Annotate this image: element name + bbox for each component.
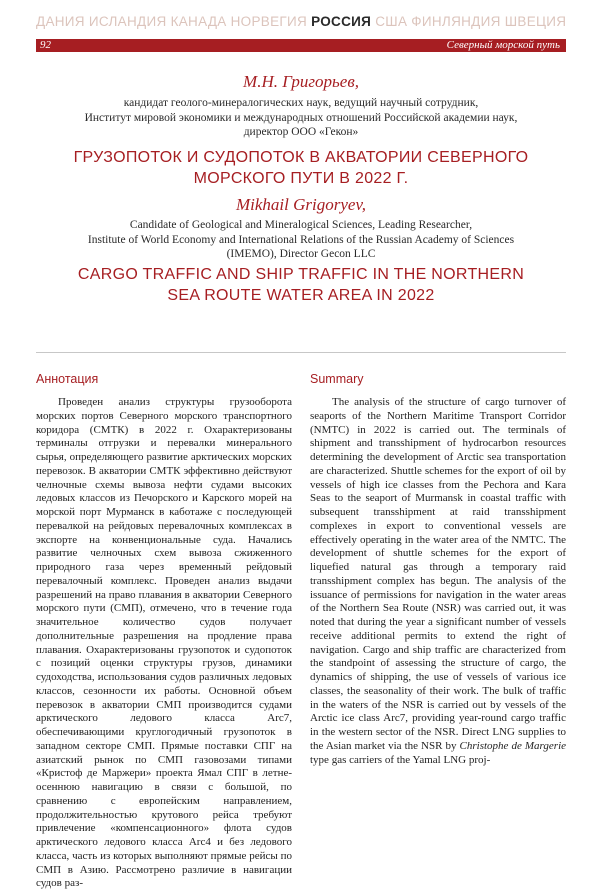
affiliation-ru-line: Институт мировой экономики и международных отношений Российской академии наук, [84,111,518,124]
title-ru-line: ГРУЗОПОТОК И СУДОПОТОК В АКВАТОРИИ СЕВЕРНОГО [73,149,529,166]
affiliation-en-line: Institute of World Economy and International Relations of the Russian Academy of Sciences [87,233,515,246]
affiliation-ru-line: кандидат геолого-минералогических наук, ведущий научный сотрудник, [123,97,479,109]
summary-paragraph [310,396,566,767]
affiliation-en-line: (IMEMO), Director Gecon LLC [226,248,376,260]
summary-heading: Summary [310,372,364,386]
article-title-en [36,264,566,306]
summary-text-1: The analysis of the structure of cargo turnover of seaports of the Northern Maritime Transport Corridor (NMTC) in 2022 is carried out. The terminals of shipment and transshipment of hydrocarbon resources determining the development of Arctic sea transportation are characterized. Shuttle schemes for the export of oil by vessels of high ice classes from the Pechora and Kara Seas to the seaport of Murmansk in coastal traffic with subsequent transshipment at raid transshipment complexes in export to conventional vessels are effectively operating in the water area of the NMTC. The development of shuttle schemes for the export of liquefied natural gas through a temporary raid transshipment complex has begun. The analysis of the issuance of permissions for navigation in the water areas of the Northern Sea Route (NSR) was carried out, it was noted that during the year a significant number of vessels receive additional permits to extend the right of navigation. Cargo and ship traffic are characterized from the standpoint of assessing the structure of cargo, the dynamics of shipping, the use of vessels of various ice classes, the seasonality of their work. The bulk of traffic in the waters of the NSR is carried out by vessels of the Arctic ice class Arc7, providing year-round cargo traffic in the western sector of the NSR. Direct LNG supplies to the Asian market via the NSR by [310,396,566,752]
affiliation-ru [36,96,566,140]
affiliation-ru-line: директор ООО «Гекон» [243,126,359,138]
section-divider [36,352,566,353]
header-country-strip [36,14,566,34]
annotation-text: Проведен анализ структуры грузооборота морских портов Северного морского транспортного коридора (СМТК) в 2022 г. Охарактеризованы терминалы отгрузки и перевалки минерального сырья, определяющего развитие арктических морских перевозок. В акватории СМТК эффективно действуют челночные схемы вывоза нефти судами высоких ледовых классов из Печорского и Карского морей на морской порт Мурманск в каботаже с последующей перевалкой на рейдовых перевалочных комплексах в экспорте на конвенциональные суда. Начались развитие челночных схем вывоза сжиженного природного газа через временный рейдовый перевалочный комплекс. Проведен анализ выдачи разрешений на право плавания в акватории Северного морского пути (СМП), отмечено, что в течение года значительное количество судов получает дополнительные разрешения на продление права плавания. Охарактеризованы грузопоток и судопоток с позиций оценки структуры грузов, динамики судоходства, использования судов различных ледовых классов, сезонности их работы. Основной объем перевозок в акватории СМП производится судами арктического ледового класса Arc7, обеспечивающими круглогодичный грузопоток в западном секторе СМП. Прямые поставки СПГ на азиатский рынок по СМП газовозами типами «Кристоф де Маржери» проекта Ямал СПГ в летне-осеннюю навигацию в связи с большой, по сравнению с европейским направлением, продолжительностью крутового рейса требуют привлечение «компенсационного» флота судов арктического ледового класса Arc4 и без ледового класса, часть из которых выполняют прямые рейсы по СМП в Азию. Рассмотрено различие в навигации судов раз- [36,396,292,890]
annotation-column [36,396,292,891]
article-title-ru [36,147,566,189]
summary-text-2: type gas carriers of the Yamal LNG proj- [310,753,491,766]
page-number: 92 [40,39,51,51]
annotation-heading: Аннотация [36,372,99,386]
ship-name-italic: Christophe de Margerie [459,739,567,752]
running-header-bar [36,39,566,52]
summary-column [310,396,566,767]
countries-right: США ФИНЛЯНДИЯ ШВЕЦИЯ [375,14,566,29]
affiliation-en-line: Candidate of Geological and Mineralogical Sciences, Leading Researcher, [129,219,473,231]
title-ru-line: МОРСКОГО ПУТИ В 2022 Г. [193,170,409,187]
author-name-ru: М.Н. Григорьев, [243,72,359,91]
journal-name: Северный морской путь [446,39,560,51]
affiliation-en [36,218,566,262]
author-name-en: Mikhail Grigoryev, [236,195,366,214]
countries-left: ДАНИЯ ИСЛАНДИЯ КАНАДА НОРВЕГИЯ [36,14,308,29]
title-en-line: SEA ROUTE WATER AREA IN 2022 [167,287,435,304]
title-en-line: CARGO TRAFFIC AND SHIP TRAFFIC IN THE NORTHERN [77,266,525,283]
country-main: РОССИЯ [311,14,372,29]
